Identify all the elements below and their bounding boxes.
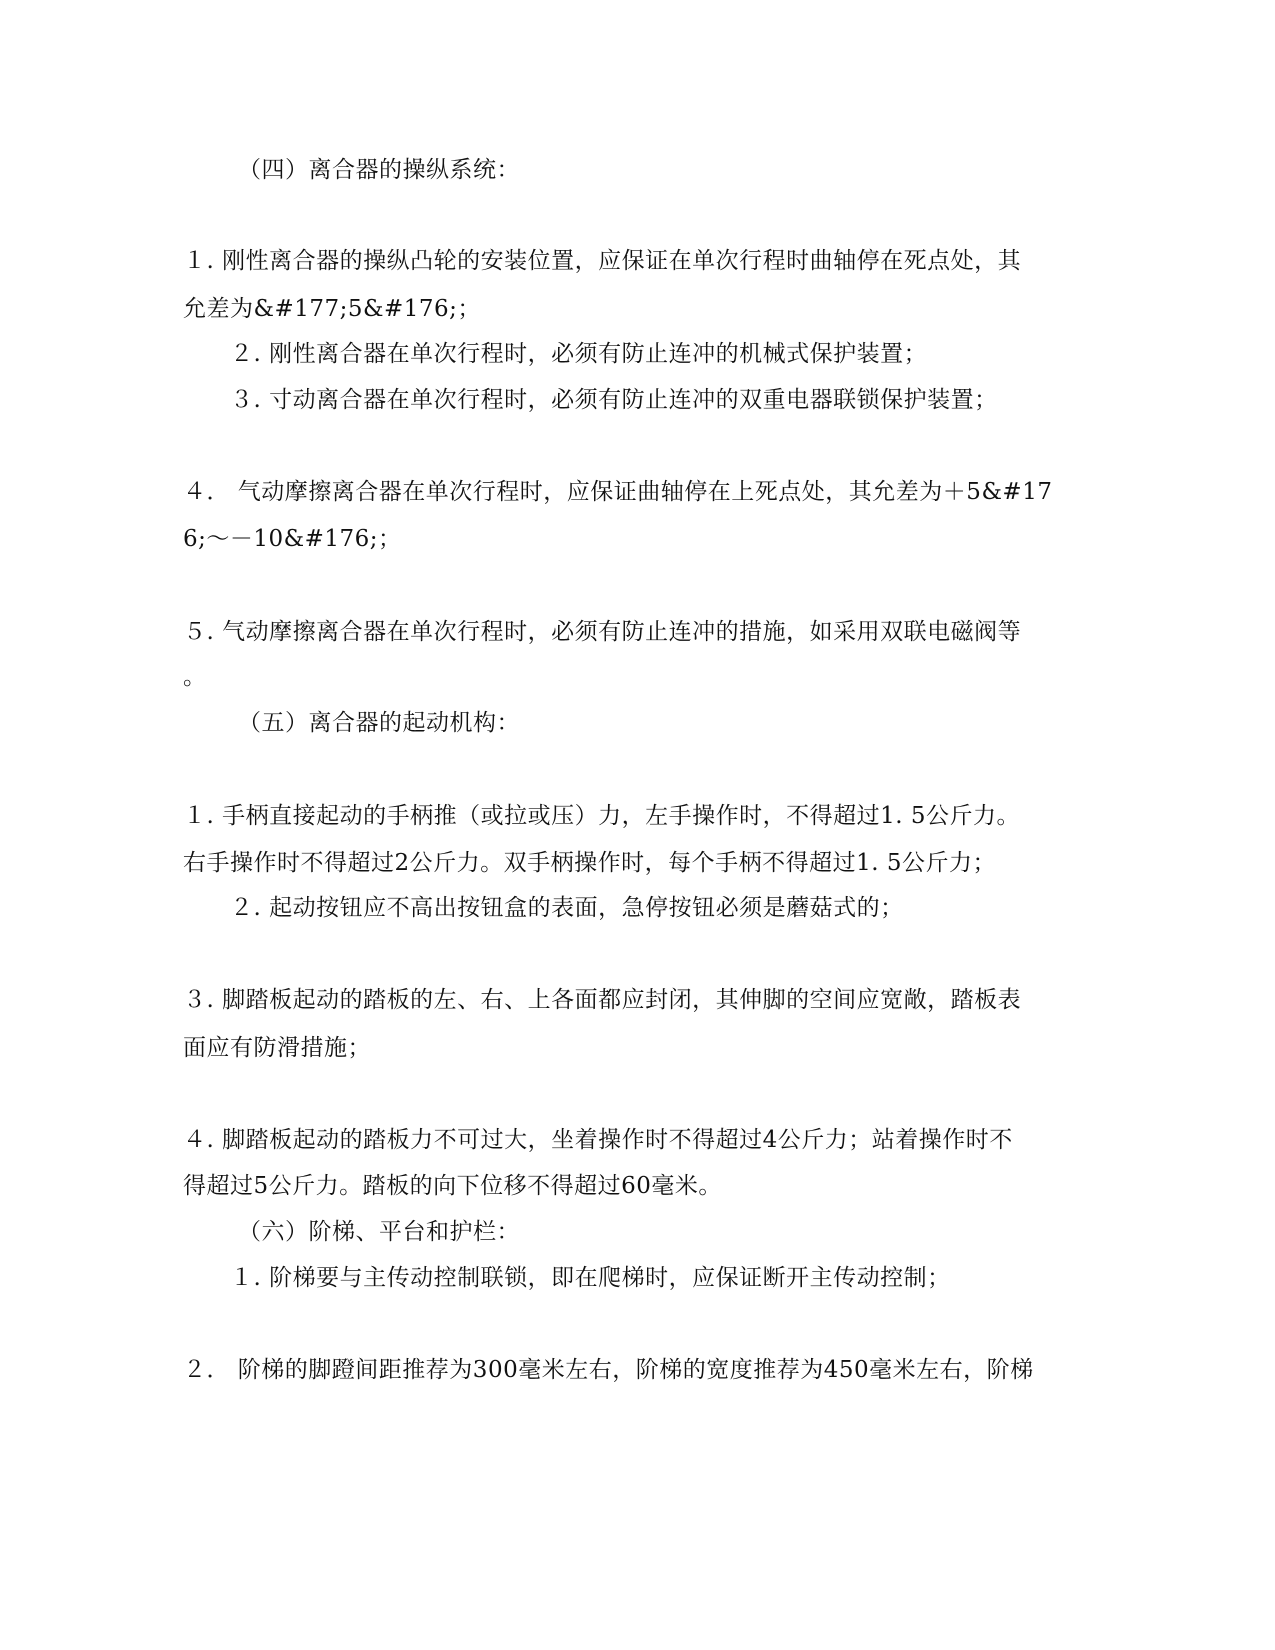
- paragraph-4-3: ３. 寸动离合器在单次行程时，必须有防止连冲的双重电器联锁保护装置；: [230, 387, 998, 413]
- section-heading-6: （六）阶梯、平台和护栏：: [238, 1219, 520, 1245]
- paragraph-5-1-line-2: 右手操作时不得超过2公斤力。双手柄操作时，每个手柄不得超过1. 5公斤力；: [183, 850, 997, 876]
- paragraph-6-2-line-1: ２． 阶梯的脚蹬间距推荐为300毫米左右，阶梯的宽度推荐为450毫米左右，阶梯: [183, 1357, 1034, 1383]
- paragraph-5-4-line-2: 得超过5公斤力。踏板的向下位移不得超过60毫米。: [183, 1173, 722, 1199]
- paragraph-5-3-line-2: 面应有防滑措施；: [183, 1035, 371, 1061]
- paragraph-5-1-line-1: １. 手柄直接起动的手柄推（或拉或压）力，左手操作时，不得超过1. 5公斤力。: [183, 803, 1021, 829]
- paragraph-4-5-line-2: 。: [183, 664, 207, 690]
- paragraph-4-5-line-1: ５. 气动摩擦离合器在单次行程时，必须有防止连冲的措施，如采用双联电磁阀等: [183, 619, 1022, 645]
- paragraph-4-1-line-1: １. 刚性离合器的操纵凸轮的安装位置，应保证在单次行程时曲轴停在死点处，其: [183, 248, 1022, 274]
- paragraph-4-1-line-2: 允差为&#177;5&#176;；: [183, 296, 481, 322]
- paragraph-5-4-line-1: ４. 脚踏板起动的踏板力不可过大，坐着操作时不得超过4公斤力；站着操作时不: [183, 1127, 1013, 1153]
- section-heading-4: （四）离合器的操纵系统：: [238, 157, 520, 183]
- paragraph-5-2: ２. 起动按钮应不高出按钮盒的表面，急停按钮必须是蘑菇式的；: [230, 895, 904, 921]
- paragraph-6-1: １. 阶梯要与主传动控制联锁，即在爬梯时，应保证断开主传动控制；: [230, 1265, 951, 1291]
- section-heading-5: （五）离合器的起动机构：: [238, 710, 520, 736]
- paragraph-4-4-line-1: ４． 气动摩擦离合器在单次行程时，应保证曲轴停在上死点处，其允差为＋5&#17: [183, 479, 1053, 505]
- paragraph-4-4-line-2: 6;～－10&#176;；: [183, 526, 402, 552]
- paragraph-4-2: ２. 刚性离合器在单次行程时，必须有防止连冲的机械式保护装置；: [230, 341, 928, 367]
- paragraph-5-3-line-1: ３. 脚踏板起动的踏板的左、右、上各面都应封闭，其伸脚的空间应宽敞，踏板表: [183, 987, 1022, 1013]
